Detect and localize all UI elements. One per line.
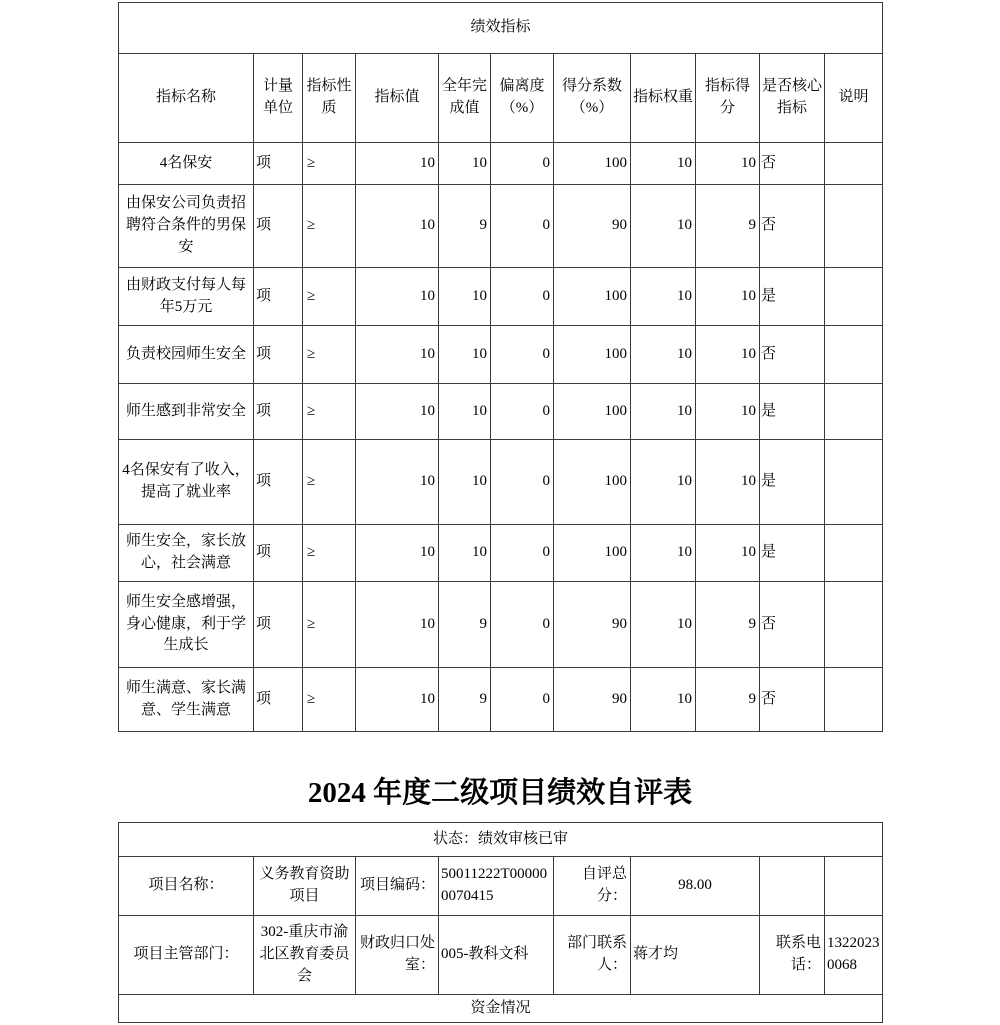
coefficient-cell: 90 (554, 185, 631, 268)
funding-section-row (119, 995, 883, 1023)
unit-cell: 项 (254, 143, 303, 185)
deviation-cell: 0 (491, 440, 554, 525)
target-value-cell: 10 (356, 668, 439, 732)
note-cell (825, 525, 883, 582)
indicator-name-cell: 4名保安有了收入，提高了就业率 (119, 440, 254, 525)
unit-cell: 项 (254, 440, 303, 525)
column-header-unit: 计量单位 (254, 54, 303, 143)
score-cell: 9 (696, 185, 760, 268)
indicator-name-cell: 师生安全，家长放心，社会满意 (119, 525, 254, 582)
note-cell (825, 384, 883, 440)
score-cell: 10 (696, 384, 760, 440)
nature-cell: ≥ (303, 185, 356, 268)
annual-value-cell: 9 (439, 668, 491, 732)
dept-label: 项目主管部门： (119, 916, 254, 995)
indicator-name-cell: 由保安公司负责招聘符合条件的男保安 (119, 185, 254, 268)
unit-cell: 项 (254, 525, 303, 582)
nature-cell: ≥ (303, 582, 356, 668)
finance-office-label: 财政归口处室： (356, 916, 439, 995)
annual-value-cell: 10 (439, 326, 491, 384)
weight-cell: 10 (631, 268, 696, 326)
dept-value: 302-重庆市渝北区教育委员会 (254, 916, 356, 995)
column-header-score: 指标得分 (696, 54, 760, 143)
coefficient-cell: 100 (554, 268, 631, 326)
deviation-cell: 0 (491, 668, 554, 732)
self-score-label: 自评总分： (554, 857, 631, 916)
column-header-deviation: 偏离度（%） (491, 54, 554, 143)
target-value-cell: 10 (356, 268, 439, 326)
target-value-cell: 10 (356, 326, 439, 384)
indicator-name-cell: 由财政支付每人每年5万元 (119, 268, 254, 326)
indicator-name-cell: 师生感到非常安全 (119, 384, 254, 440)
column-header-note: 说明 (825, 54, 883, 143)
empty-cell (760, 857, 825, 916)
score-cell: 10 (696, 268, 760, 326)
status-text: 状态：绩效审核已审 (119, 823, 883, 857)
note-cell (825, 326, 883, 384)
nature-cell: ≥ (303, 326, 356, 384)
unit-cell: 项 (254, 384, 303, 440)
weight-cell: 10 (631, 326, 696, 384)
column-header-core: 是否核心指标 (760, 54, 825, 143)
deviation-cell: 0 (491, 185, 554, 268)
self-score-value: 98.00 (631, 857, 760, 916)
table-row (119, 440, 883, 525)
performance-indicators-table (118, 2, 883, 732)
core-indicator-cell: 是 (760, 525, 825, 582)
phone-value: 13220230068 (825, 916, 883, 995)
table-row (119, 326, 883, 384)
core-indicator-cell: 否 (760, 326, 825, 384)
deviation-cell: 0 (491, 326, 554, 384)
score-cell: 9 (696, 582, 760, 668)
unit-cell: 项 (254, 185, 303, 268)
project-name-label: 项目名称： (119, 857, 254, 916)
annual-value-cell: 10 (439, 384, 491, 440)
nature-cell: ≥ (303, 440, 356, 525)
annual-value-cell: 10 (439, 440, 491, 525)
score-cell: 10 (696, 326, 760, 384)
contact-value: 蒋才均 (631, 916, 760, 995)
deviation-cell: 0 (491, 384, 554, 440)
column-header-name: 指标名称 (119, 54, 254, 143)
nature-cell: ≥ (303, 143, 356, 185)
column-header-coefficient: 得分系数（%） (554, 54, 631, 143)
coefficient-cell: 90 (554, 668, 631, 732)
coefficient-cell: 100 (554, 440, 631, 525)
unit-cell: 项 (254, 668, 303, 732)
status-row (119, 823, 883, 857)
note-cell (825, 268, 883, 326)
annual-value-cell: 9 (439, 582, 491, 668)
phone-label: 联系电话： (760, 916, 825, 995)
unit-cell: 项 (254, 326, 303, 384)
target-value-cell: 10 (356, 185, 439, 268)
nature-cell: ≥ (303, 525, 356, 582)
column-header-target: 指标值 (356, 54, 439, 143)
project-code-label: 项目编码： (356, 857, 439, 916)
column-header-nature: 指标性质 (303, 54, 356, 143)
weight-cell: 10 (631, 668, 696, 732)
table-row (119, 857, 883, 916)
nature-cell: ≥ (303, 668, 356, 732)
deviation-cell: 0 (491, 268, 554, 326)
target-value-cell: 10 (356, 384, 439, 440)
contact-label: 部门联系人： (554, 916, 631, 995)
deviation-cell: 0 (491, 525, 554, 582)
note-cell (825, 668, 883, 732)
table-row (119, 582, 883, 668)
core-indicator-cell: 是 (760, 440, 825, 525)
indicator-name-cell: 师生安全感增强，身心健康，利于学生成长 (119, 582, 254, 668)
annual-value-cell: 10 (439, 525, 491, 582)
coefficient-cell: 90 (554, 582, 631, 668)
weight-cell: 10 (631, 384, 696, 440)
table-title: 绩效指标 (119, 3, 883, 54)
score-cell: 9 (696, 668, 760, 732)
core-indicator-cell: 是 (760, 268, 825, 326)
target-value-cell: 10 (356, 143, 439, 185)
coefficient-cell: 100 (554, 384, 631, 440)
weight-cell: 10 (631, 440, 696, 525)
score-cell: 10 (696, 525, 760, 582)
note-cell (825, 143, 883, 185)
weight-cell: 10 (631, 582, 696, 668)
funding-section-title: 资金情况 (119, 995, 883, 1023)
note-cell (825, 440, 883, 525)
table-row (119, 185, 883, 268)
target-value-cell: 10 (356, 582, 439, 668)
target-value-cell: 10 (356, 525, 439, 582)
core-indicator-cell: 否 (760, 668, 825, 732)
score-cell: 10 (696, 143, 760, 185)
nature-cell: ≥ (303, 384, 356, 440)
indicator-name-cell: 师生满意、家长满意、学生满意 (119, 668, 254, 732)
header-row (119, 54, 883, 143)
unit-cell: 项 (254, 582, 303, 668)
table-row (119, 143, 883, 185)
core-indicator-cell: 否 (760, 143, 825, 185)
note-cell (825, 582, 883, 668)
coefficient-cell: 100 (554, 143, 631, 185)
project-code-value: 50011222T000000070415 (439, 857, 554, 916)
coefficient-cell: 100 (554, 525, 631, 582)
deviation-cell: 0 (491, 143, 554, 185)
annual-value-cell: 10 (439, 268, 491, 326)
table-row (119, 268, 883, 326)
unit-cell: 项 (254, 268, 303, 326)
core-indicator-cell: 是 (760, 384, 825, 440)
table-row (119, 916, 883, 995)
table-row (119, 525, 883, 582)
weight-cell: 10 (631, 185, 696, 268)
column-header-weight: 指标权重 (631, 54, 696, 143)
target-value-cell: 10 (356, 440, 439, 525)
table-row (119, 668, 883, 732)
score-cell: 10 (696, 440, 760, 525)
column-header-annual: 全年完成值 (439, 54, 491, 143)
finance-office-value: 005-教科文科 (439, 916, 554, 995)
project-name-value: 义务教育资助项目 (254, 857, 356, 916)
core-indicator-cell: 否 (760, 185, 825, 268)
page-title: 2024 年度二级项目绩效自评表 (307, 777, 693, 809)
nature-cell: ≥ (303, 268, 356, 326)
indicator-name-cell: 负责校园师生安全 (119, 326, 254, 384)
annual-value-cell: 10 (439, 143, 491, 185)
coefficient-cell: 100 (554, 326, 631, 384)
weight-cell: 10 (631, 525, 696, 582)
table-title-row (119, 3, 883, 54)
self-evaluation-table (118, 822, 883, 1023)
note-cell (825, 185, 883, 268)
weight-cell: 10 (631, 143, 696, 185)
table-row (119, 384, 883, 440)
annual-value-cell: 9 (439, 185, 491, 268)
core-indicator-cell: 否 (760, 582, 825, 668)
empty-cell (825, 857, 883, 916)
indicator-name-cell: 4名保安 (119, 143, 254, 185)
deviation-cell: 0 (491, 582, 554, 668)
